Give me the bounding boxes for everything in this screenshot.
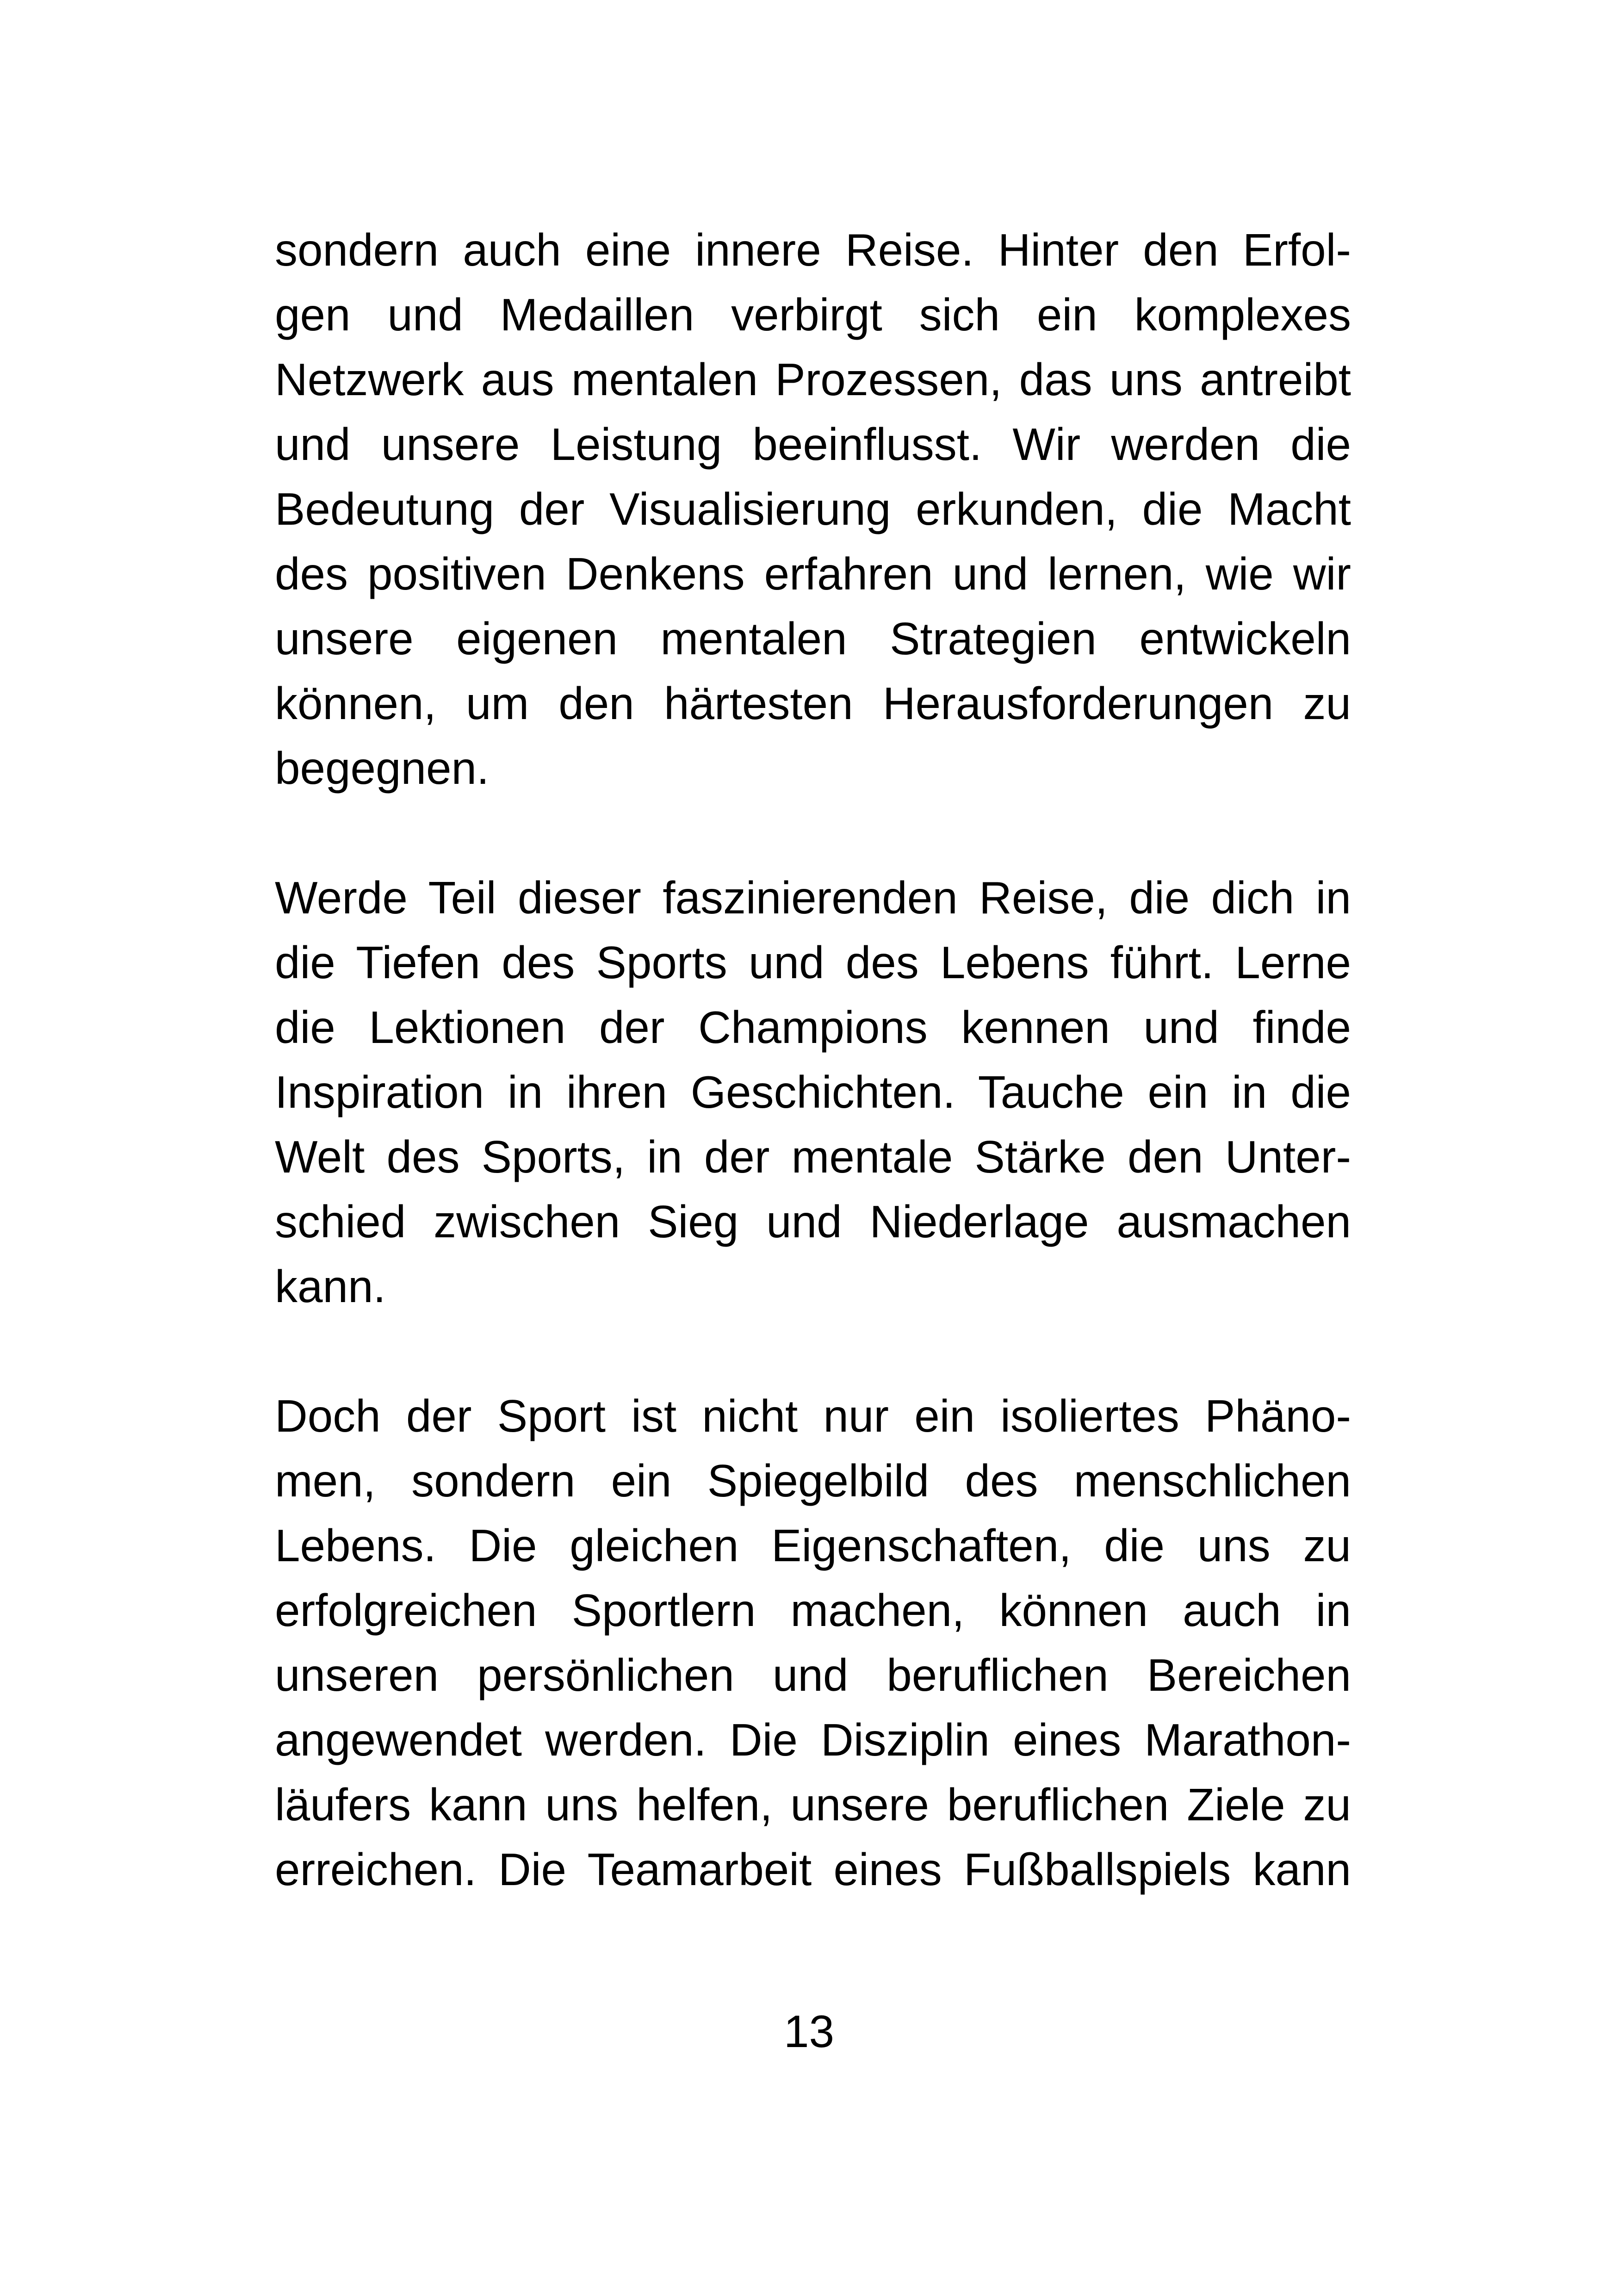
text-line: die Tiefen des Sports und des Lebens führt. Lerne (275, 937, 1351, 988)
text-line: unseren persönlichen und beruflichen Bereichen (275, 1650, 1351, 1700)
paragraph-1 (275, 217, 1351, 800)
paragraph-3 (275, 1384, 1351, 1902)
text-line: Bedeutung der Visualisierung erkunden, die Macht (275, 484, 1351, 534)
text-line: men, sondern ein Spiegelbild des menschlichen (275, 1455, 1351, 1506)
text-line: sondern auch eine innere Reise. Hinter den Erfol- (275, 224, 1351, 275)
text-line: schied zwischen Sieg und Niederlage ausmachen (275, 1196, 1351, 1247)
text-line: Inspiration in ihren Geschichten. Tauche ein in die (275, 1067, 1351, 1117)
text-line: läufers kann uns helfen, unsere beruflichen Ziele zu (275, 1779, 1351, 1830)
text-line: Doch der Sport ist nicht nur ein isoliertes Phäno- (275, 1390, 1351, 1441)
text-line: erreichen. Die Teamarbeit eines Fußballspiels kann (275, 1844, 1351, 1895)
body-text (275, 217, 1351, 1967)
text-line: kann. (275, 1261, 386, 1312)
text-line: und unsere Leistung beeinflusst. Wir werden die (275, 419, 1351, 470)
text-line: Netzwerk aus mentalen Prozessen, das uns antreibt (275, 354, 1351, 405)
text-line: können, um den härtesten Herausforderungen zu (275, 678, 1351, 729)
text-line: gen und Medaillen verbirgt sich ein komplexes (275, 289, 1351, 340)
text-line: Werde Teil dieser faszinierenden Reise, die dich in (275, 872, 1351, 923)
text-line: die Lektionen der Champions kennen und finde (275, 1002, 1351, 1053)
page-number: 13 (783, 2006, 834, 2057)
text-line: erfolgreichen Sportlern machen, können auch in (275, 1585, 1351, 1636)
text-line: Welt des Sports, in der mentale Stärke den Unter- (275, 1131, 1351, 1182)
text-line: unsere eigenen mentalen Strategien entwickeln (275, 613, 1351, 664)
text-line: begegnen. (275, 743, 490, 794)
text-line: des positiven Denkens erfahren und lernen, wie wir (275, 548, 1351, 599)
paragraph-2 (275, 865, 1351, 1319)
text-line: Lebens. Die gleichen Eigenschaften, die uns zu (275, 1520, 1351, 1571)
text-line: angewendet werden. Die Disziplin eines Marathon- (275, 1714, 1351, 1765)
